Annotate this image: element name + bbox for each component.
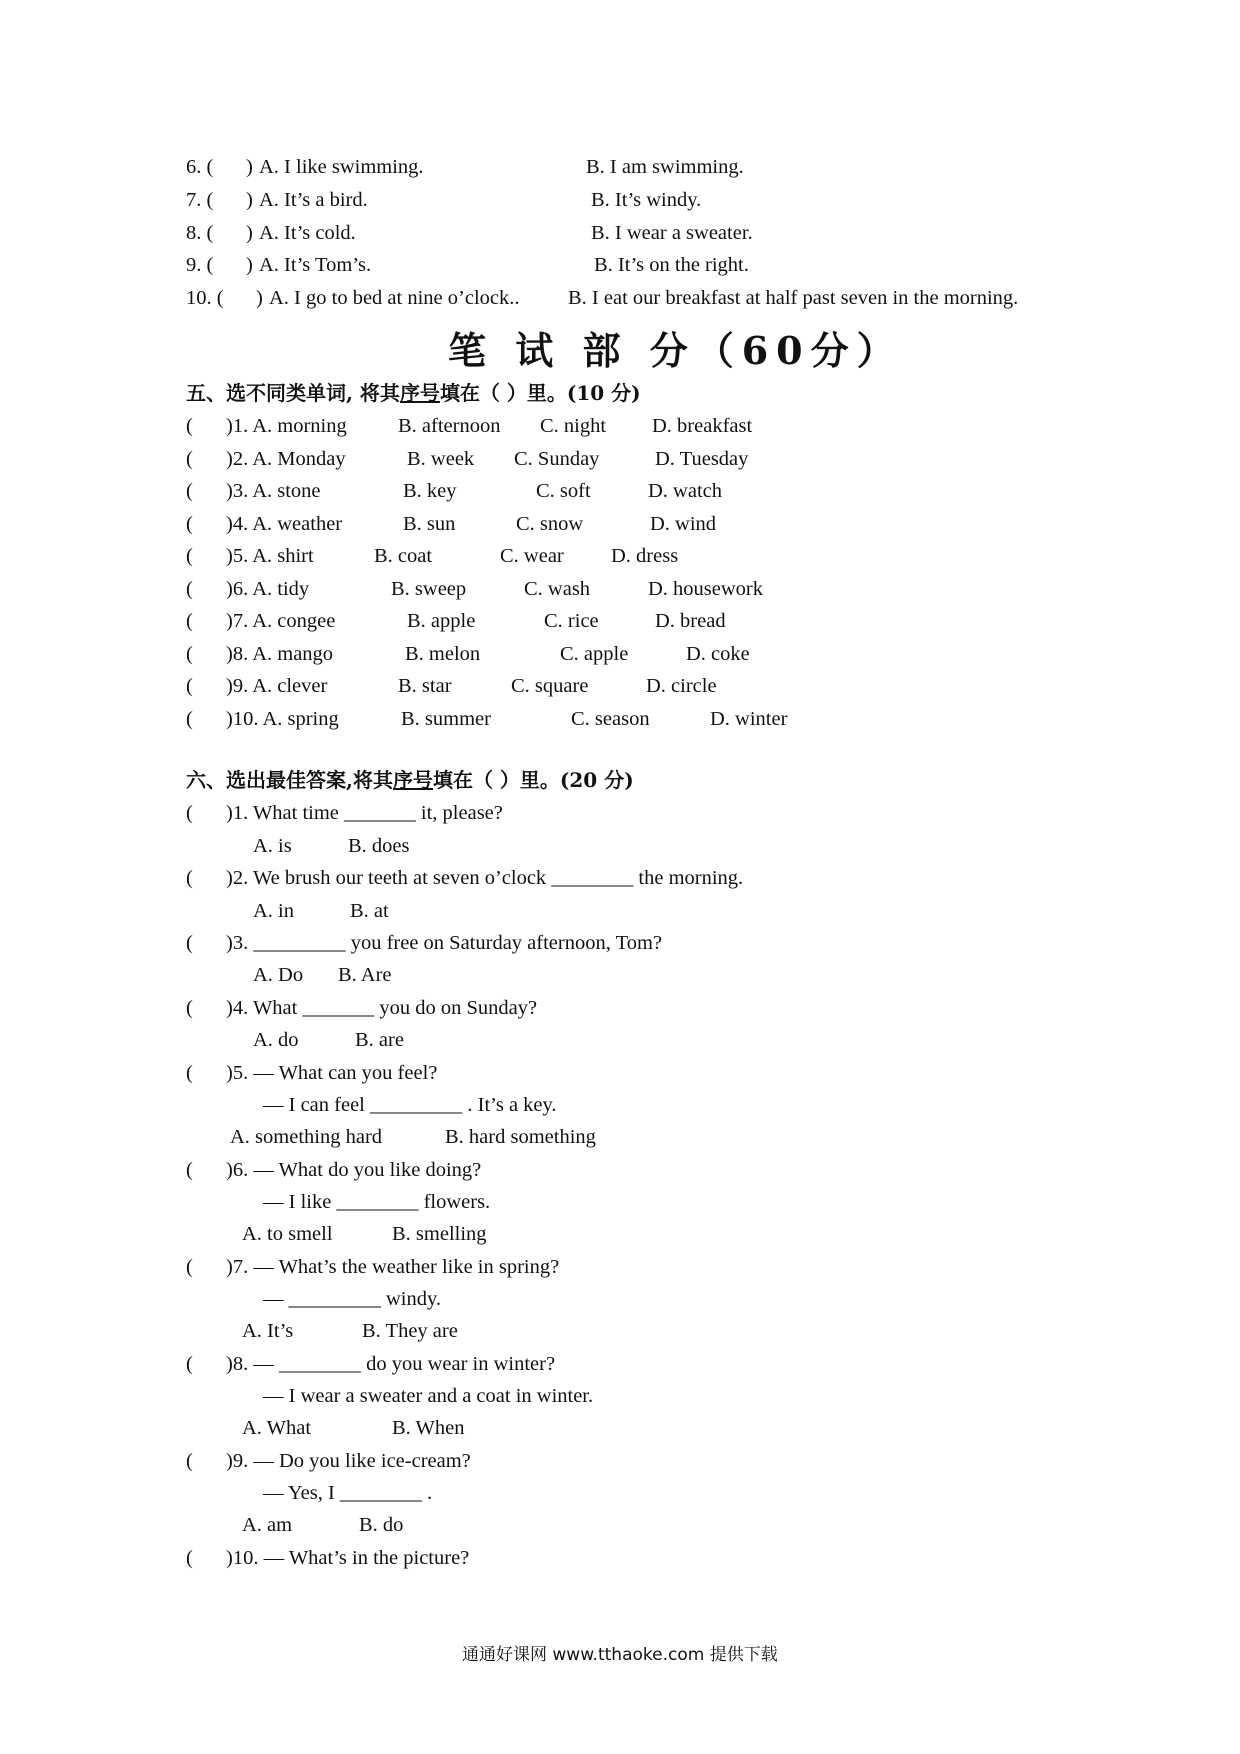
item-a: )5. A. shirt: [226, 545, 314, 567]
option-b: B. does: [348, 835, 410, 857]
item-c: C. apple: [560, 643, 629, 665]
heading-text: 五、选不同类单词, 将其: [186, 381, 400, 405]
reply-text: — Yes, I ________ .: [263, 1482, 433, 1504]
option-a: A. something hard: [230, 1126, 383, 1148]
question-number: 7. (: [186, 189, 214, 211]
item-c: C. Sunday: [514, 448, 600, 470]
item-a: )2. A. Monday: [226, 448, 346, 470]
option-b: B. They are: [362, 1320, 458, 1342]
option-a: A. is: [253, 835, 292, 857]
question-number: 6. (: [186, 156, 214, 178]
item-b: B. star: [398, 675, 452, 697]
item-d: D. wind: [650, 513, 717, 535]
item-d: D. bread: [655, 610, 726, 632]
option-a: A. It’s Tom’s.: [259, 254, 372, 276]
question-number: 8. (: [186, 222, 214, 244]
item-d: D. breakfast: [652, 415, 753, 437]
question-number: 9. (: [186, 254, 214, 276]
reply-text: — I can feel _________ . It’s a key.: [263, 1094, 557, 1116]
reply-text: — I like ________ flowers.: [263, 1191, 491, 1213]
question-text: )8. — ________ do you wear in winter?: [226, 1353, 556, 1375]
item-b: B. key: [403, 480, 457, 502]
question-number: 10. (: [186, 287, 224, 309]
item-c: C. season: [571, 708, 650, 730]
item-b: B. sweep: [391, 578, 467, 600]
heading-text: 填在（ ）里。(10 分): [439, 381, 641, 405]
item-a: )4. A. weather: [226, 513, 343, 535]
item-a: )8. A. mango: [226, 643, 334, 665]
item-d: D. Tuesday: [655, 448, 749, 470]
answer-bracket: ): [246, 156, 253, 178]
question-text: )5. — What can you feel?: [226, 1062, 438, 1084]
written-part-title: 笔 试 部 分（60分）: [448, 328, 903, 373]
answer-bracket: ): [256, 287, 263, 309]
section-5-heading: [186, 381, 641, 405]
option-b: B. I eat our breakfast at half past seven in the morning.: [568, 287, 1019, 309]
item-c: C. snow: [516, 513, 584, 535]
item-a: )6. A. tidy: [226, 578, 310, 600]
reply-text: — I wear a sweater and a coat in winter.: [263, 1385, 594, 1407]
item-d: D. dress: [611, 545, 679, 567]
option-b: B. do: [359, 1514, 404, 1536]
heading-text: 填在（ ）里。(20 分): [432, 768, 634, 792]
exam-page: 6. ( ) A. I like swimming. B. I am swimming. 7. ( ) A. It’s a bird. B. It’s windy. 8. ( ) A. It’s cold. B. I wear a sweater. 9. ( ) A. It’s Tom’s. B. It’s on the right. 10. ( ) A. I go to bed at nine o’clock.. B. I eat our breakfast at half past seven in the morning. 笔 试 部 分（60分） 五、选不同类单词, 将其序号填在（ ）里。(10 分) ( )1. A. morning B. afternoon C. night D. breakfast ( )2. A. Monday B. week C. Sunday D. Tuesday ( )3. A. stone B. key C. soft D. watch ( )4. A. weather B. sun C. snow D. wind ( )5. A. shirt B. coat C. wear D. dress ( )6. A. tidy B. sweep C. wash D. housework ( )7. A. congee B. apple C. rice D. bread ( )8. A. mango B. melon C. apple D. coke ( )9. A. clever B. star C. square D. circle ( )10. A. spring B. summer C. season D. winter 六、选出最佳答案,将其序号填在（ ）里。(20 分) ( )1. What time _______ it, please? A. is B. does ( )2. We brush our teeth at seven o’clock ________ the morning. A. in B. at ( )3. _________ you free on Saturday afternoon, Tom? A. Do B. Are ( )4. What _______ you do on Sunday? A. do B. are ( )5. — What can you feel? — I can feel _________ . It’s a key. A. something hard B. hard something ( )6. — What do you like doing? — I like ________ flowers. A. to smell B. smelling ( )7. — What’s the weather like in spring? — _________ windy. A. It’s B. They are ( )8. — ________ do you wear in winter? — I wear a sweater and a coat in winter. A. What B. When ( )9. — Do you like ice-cream? — Yes, I ________ . A. am B. do ( )10. — What’s in the picture? 通通好课网 www.tthaoke.com 提供下载: [186, 156, 1019, 1665]
question-text: )9. — Do you like ice-cream?: [226, 1450, 471, 1472]
option-a: A. I go to bed at nine o’clock..: [269, 287, 520, 309]
option-b: B. It’s windy.: [591, 189, 702, 211]
item-a: )3. A. stone: [226, 480, 321, 502]
question-text: )10. — What’s in the picture?: [226, 1547, 470, 1569]
option-b: B. I wear a sweater.: [591, 222, 753, 244]
item-c: C. night: [540, 415, 607, 437]
heading-underlined: 序号: [399, 381, 440, 405]
item-a: )9. A. clever: [226, 675, 328, 697]
option-a: A. in: [253, 900, 294, 922]
option-a: A. I like swimming.: [259, 156, 424, 178]
item-d: D. housework: [648, 578, 764, 600]
heading-text: 六、选出最佳答案,将其: [186, 768, 393, 792]
option-b: B. at: [350, 900, 389, 922]
option-b: B. smelling: [392, 1223, 487, 1245]
option-b: B. When: [392, 1417, 465, 1439]
answer-bracket: ): [246, 254, 253, 276]
item-c: C. soft: [536, 480, 591, 502]
reply-text: — _________ windy.: [263, 1288, 442, 1310]
item-d: D. watch: [648, 480, 723, 502]
question-text: )6. — What do you like doing?: [226, 1159, 482, 1181]
footer-source: 通通好课网 www.tthaoke.com 提供下载: [462, 1645, 778, 1665]
item-c: C. square: [511, 675, 589, 697]
question-text: )7. — What’s the weather like in spring?: [226, 1256, 560, 1278]
heading-underlined: 序号: [392, 768, 433, 792]
item-b: B. coat: [374, 545, 433, 567]
item-a: )7. A. congee: [226, 610, 336, 632]
item-b: B. apple: [407, 610, 476, 632]
option-b: B. It’s on the right.: [594, 254, 749, 276]
item-c: C. wash: [524, 578, 591, 600]
section-6-heading: [186, 768, 634, 792]
option-a: A. It’s: [242, 1320, 294, 1342]
question-text: )3. _________ you free on Saturday afternoon, Tom?: [226, 932, 662, 954]
item-b: B. sun: [403, 513, 456, 535]
item-a: )10. A. spring: [226, 708, 339, 730]
option-a: A. It’s a bird.: [259, 189, 368, 211]
item-d: D. winter: [710, 708, 788, 730]
item-d: D. circle: [646, 675, 717, 697]
option-b: B. Are: [338, 964, 392, 986]
option-a: A. do: [253, 1029, 299, 1051]
item-d: D. coke: [686, 643, 750, 665]
question-text: )4. What _______ you do on Sunday?: [226, 997, 538, 1019]
question-text: )1. What time _______ it, please?: [226, 802, 503, 824]
item-a: )1. A. morning: [226, 415, 347, 437]
item-b: B. afternoon: [398, 415, 501, 437]
option-b: B. I am swimming.: [586, 156, 744, 178]
option-a: A. It’s cold.: [259, 222, 356, 244]
option-a: A. What: [242, 1417, 312, 1439]
item-b: B. week: [407, 448, 475, 470]
option-a: A. am: [242, 1514, 293, 1536]
option-b: B. hard something: [445, 1126, 596, 1148]
answer-bracket: ): [246, 189, 253, 211]
item-b: B. melon: [405, 643, 481, 665]
item-b: B. summer: [401, 708, 491, 730]
option-a: A. to smell: [242, 1223, 333, 1245]
option-b: B. are: [355, 1029, 404, 1051]
item-c: C. rice: [544, 610, 599, 632]
answer-bracket: ): [246, 222, 253, 244]
question-text: )2. We brush our teeth at seven o’clock ________ the morning.: [226, 867, 744, 889]
item-c: C. wear: [500, 545, 564, 567]
option-a: A. Do: [253, 964, 304, 986]
